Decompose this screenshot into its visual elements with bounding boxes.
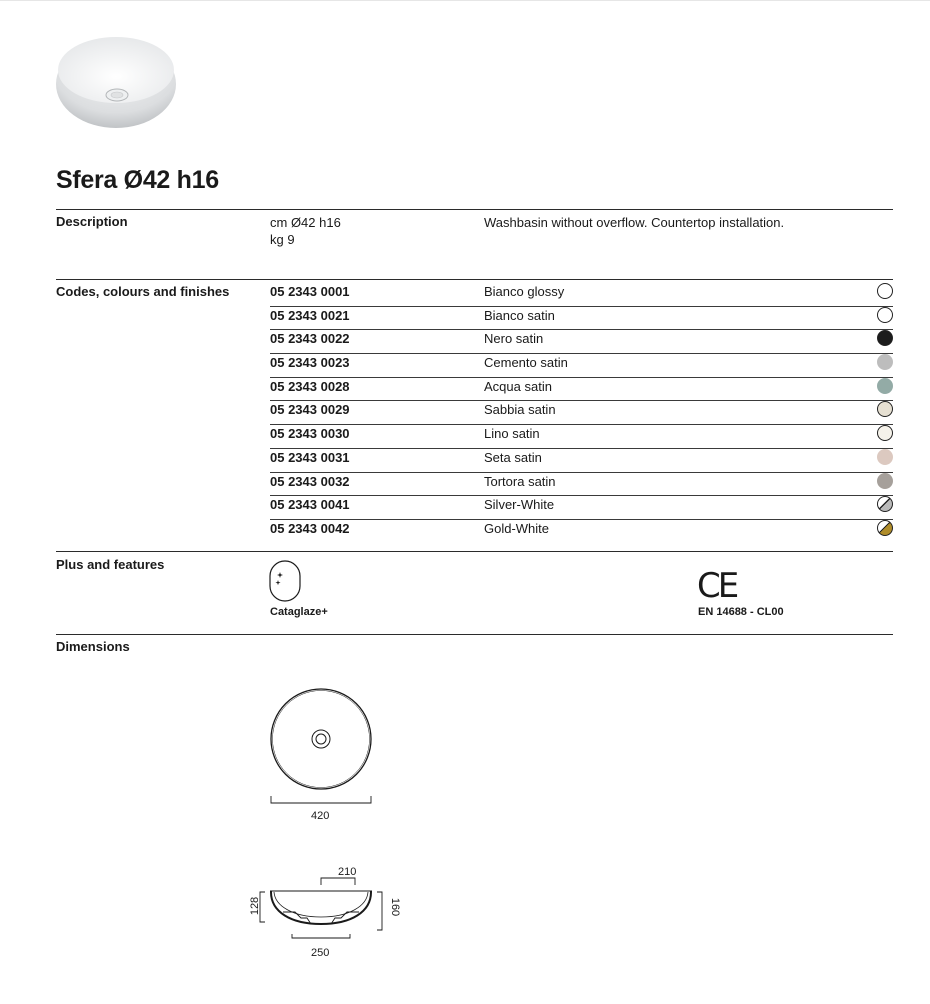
description-size: cm Ø42 h16	[270, 215, 341, 230]
divider	[56, 634, 893, 635]
table-row	[270, 378, 893, 402]
dim-side-bottom-label: 250	[311, 947, 330, 959]
dim-width-label: 420	[311, 810, 330, 822]
table-row	[270, 425, 893, 449]
description-label: Description	[56, 214, 128, 229]
finish-name: Sabbia satin	[484, 402, 556, 418]
color-swatch-icon	[877, 473, 893, 489]
finish-name: Bianco satin	[484, 307, 555, 323]
code-number: 05 2343 0023	[270, 355, 350, 371]
finish-name: Cemento satin	[484, 355, 568, 371]
norm-label: EN 14688 - CL00	[698, 606, 784, 618]
finish-name: Seta satin	[484, 449, 542, 465]
product-photo	[54, 30, 178, 130]
table-row	[270, 283, 893, 307]
finish-name: Acqua satin	[484, 378, 552, 394]
table-row	[270, 520, 893, 544]
silver-white-swatch-icon	[877, 496, 893, 512]
code-number: 05 2343 0042	[270, 520, 350, 536]
cataglaze-label: Cataglaze+	[270, 606, 328, 618]
color-swatch-icon	[877, 449, 893, 465]
page-top-rule	[0, 0, 930, 1]
color-swatch-icon	[877, 401, 893, 417]
color-swatch-icon	[877, 425, 893, 441]
table-row	[270, 401, 893, 425]
dim-side-left-label: 128	[249, 896, 262, 916]
features-label: Plus and features	[56, 557, 165, 572]
finish-name: Nero satin	[484, 331, 544, 347]
codes-label: Codes, colours and finishes	[56, 284, 230, 299]
finish-name: Bianco glossy	[484, 284, 565, 299]
table-row	[270, 330, 893, 354]
table-row	[270, 473, 893, 497]
code-number: 05 2343 0031	[270, 449, 350, 465]
dimensions-label: Dimensions	[56, 639, 130, 654]
code-number: 05 2343 0030	[270, 426, 350, 442]
finish-name: Silver-White	[484, 497, 555, 513]
code-number: 05 2343 0029	[270, 402, 350, 418]
code-number: 05 2343 0032	[270, 473, 350, 489]
dim-side-top-label: 210	[338, 866, 357, 878]
finish-name: Tortora satin	[484, 473, 556, 489]
top-view-drawing	[266, 684, 378, 810]
table-row	[270, 307, 893, 331]
description-weight: kg 9	[270, 232, 295, 247]
color-swatch-icon	[877, 283, 893, 299]
side-view-drawing	[255, 876, 387, 946]
code-number: 05 2343 0001	[270, 284, 350, 299]
description-text: Washbasin without overflow. Countertop installation.	[484, 215, 785, 230]
color-swatch-icon	[877, 378, 893, 394]
code-number: 05 2343 0022	[270, 331, 350, 347]
divider	[56, 551, 893, 552]
table-row	[270, 354, 893, 378]
code-number: 05 2343 0041	[270, 497, 350, 513]
code-number: 05 2343 0028	[270, 378, 350, 394]
finish-name: Lino satin	[484, 426, 540, 442]
divider	[56, 279, 893, 280]
finish-name: Gold-White	[484, 520, 550, 536]
color-swatch-icon	[877, 354, 893, 370]
page-title: Sfera Ø42 h16	[56, 166, 219, 194]
divider	[56, 209, 893, 210]
table-row	[270, 449, 893, 473]
color-swatch-icon	[877, 330, 893, 346]
code-number: 05 2343 0021	[270, 307, 350, 323]
table-row	[270, 496, 893, 520]
gold-white-swatch-icon	[877, 520, 893, 536]
dim-side-right-label: 160	[389, 897, 402, 917]
codes-table	[270, 283, 893, 544]
ce-mark-icon: CE	[697, 566, 737, 606]
color-swatch-icon	[877, 307, 893, 323]
cataglaze-sparkle-icon	[269, 560, 303, 602]
